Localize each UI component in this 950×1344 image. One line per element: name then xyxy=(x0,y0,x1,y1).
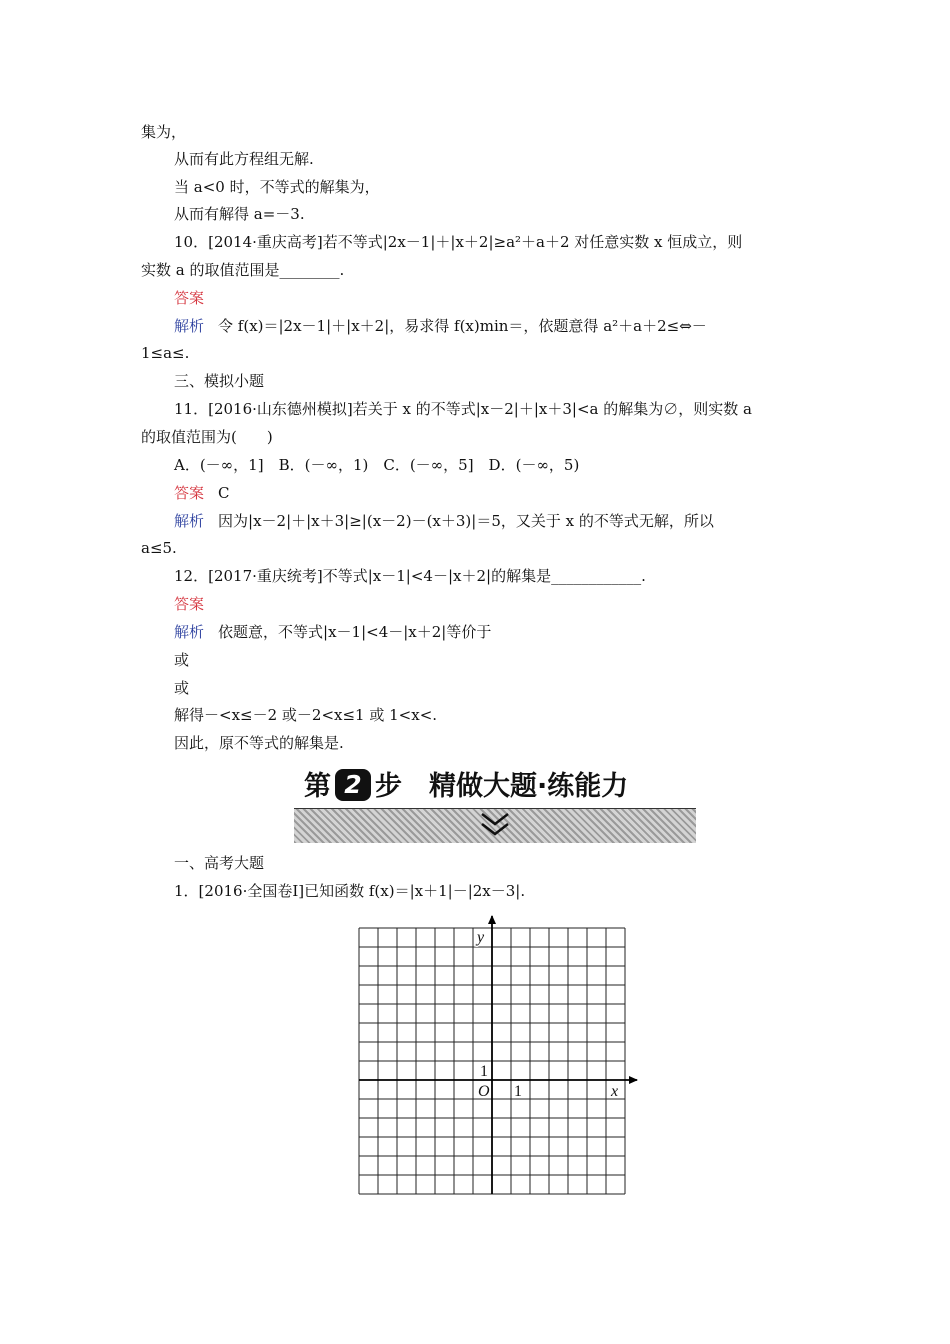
line-text: 因此，原不等式的解集是. xyxy=(174,734,344,752)
line-text: 12．[2017·重庆统考]不等式|x－1|<4－|x＋2|的解集是____________. xyxy=(174,567,646,585)
line-text: 1．[2016·全国卷Ⅰ]已知函数 f(x)＝|x＋1|－|2x－3|. xyxy=(174,882,526,900)
banner-striped-band xyxy=(294,809,696,843)
origin-label: O xyxy=(478,1083,490,1100)
banner-title xyxy=(304,767,696,807)
line-text: 实数 a 的取值范围是________. xyxy=(141,261,345,279)
line-text: 一、高考大题 xyxy=(174,854,265,872)
line-text: C xyxy=(218,484,230,502)
text-line-ana11a xyxy=(174,511,714,531)
line-text: 三、模拟小题 xyxy=(174,372,265,390)
text-line-or1 xyxy=(174,650,189,670)
analysis-label: 解析 xyxy=(174,317,205,335)
text-line-q10b xyxy=(141,260,344,280)
text-line-ans12 xyxy=(174,594,218,614)
x-axis-label: x xyxy=(611,1083,619,1100)
text-line-sol12 xyxy=(174,705,437,725)
line-text: 1≤a≤. xyxy=(141,344,190,362)
line-text: 从而有解得 a=－3. xyxy=(174,205,305,223)
text-line-ans11 xyxy=(174,483,230,503)
text-line-l2 xyxy=(174,149,314,169)
text-line-ana10a xyxy=(174,316,707,336)
line-text: 集为， xyxy=(141,123,187,141)
text-line-l3 xyxy=(174,177,380,197)
answer-label: 答案 xyxy=(174,289,205,307)
text-line-sec1 xyxy=(174,853,264,873)
banner-heading: 步 精做大题·练能力 xyxy=(375,771,629,802)
text-line-q11c xyxy=(174,455,579,475)
analysis-label: 解析 xyxy=(174,623,205,641)
line-text: 令 f(x)＝|2x－1|＋|x＋2|，易求得 f(x)min＝，依题意得 a²＋a＋2≤⇔－ xyxy=(218,317,707,335)
line-text: 依题意，不等式|x－1|<4－|x＋2|等价于 xyxy=(218,623,492,641)
coordinate-grid-figure xyxy=(343,912,641,1208)
text-line-ana12 xyxy=(174,622,491,642)
text-line-q10a xyxy=(174,232,742,252)
text-line-ans10 xyxy=(174,288,218,308)
analysis-label: 解析 xyxy=(174,512,205,530)
text-line-l1 xyxy=(141,122,186,142)
text-line-concl12 xyxy=(174,733,344,753)
line-text: 当 a<0 时，不等式的解集为， xyxy=(174,178,380,196)
text-line-l4 xyxy=(174,204,305,224)
line-text: 或 xyxy=(174,651,190,669)
text-line-q11a xyxy=(174,399,752,419)
text-line-q1 xyxy=(174,881,525,901)
x-unit-tick-label: 1 xyxy=(514,1083,522,1100)
text-line-q12 xyxy=(174,566,646,586)
line-text: A．(－∞，1] B．(－∞，1) C．(－∞，5] D．(－∞，5) xyxy=(174,456,580,474)
text-line-or2 xyxy=(174,678,189,698)
line-text: 11．[2016·山东德州模拟]若关于 x 的不等式|x－2|＋|x＋3|<a 的解集为∅，则实数 a xyxy=(174,400,752,418)
y-unit-tick-label: 1 xyxy=(480,1063,488,1080)
chevron-double-down-icon xyxy=(294,809,696,843)
y-axis-label: y xyxy=(477,929,485,946)
line-text: 或 xyxy=(174,679,190,697)
step-number-badge: 2 xyxy=(335,769,371,801)
text-line-q11b xyxy=(141,427,273,447)
line-text: 10．[2014·重庆高考]若不等式|2x－1|＋|x＋2|≥a²＋a＋2 对任意实数 x 恒成立，则 xyxy=(174,233,743,251)
answer-label: 答案 xyxy=(174,595,205,613)
text-line-ana11b xyxy=(141,538,177,558)
line-text: a≤5. xyxy=(141,539,177,557)
banner-prefix: 第 xyxy=(304,771,331,802)
line-text: 的取值范围为( ) xyxy=(141,428,273,446)
section-banner xyxy=(294,765,696,843)
answer-label: 答案 xyxy=(174,484,205,502)
line-text: 因为|x－2|＋|x＋3|≥|(x－2)－(x＋3)|＝5，又关于 x 的不等式无解，所以 xyxy=(218,512,714,530)
line-text: 从而有此方程组无解. xyxy=(174,150,314,168)
line-text: 解得－<x≤－2 或－2<x≤1 或 1<x<. xyxy=(174,706,438,724)
text-line-sec3 xyxy=(174,371,264,391)
text-line-ana10b xyxy=(141,343,189,363)
